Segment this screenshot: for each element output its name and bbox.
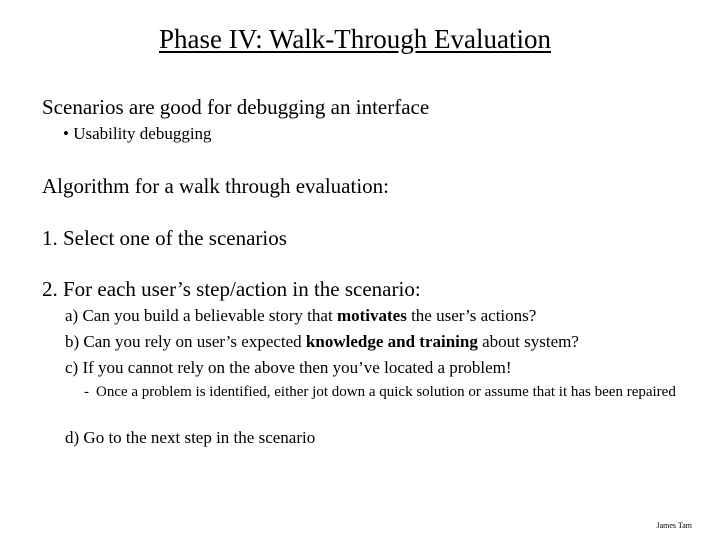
slide-title: Phase IV: Walk-Through Evaluation [159, 24, 551, 54]
sub-step-a-text-2: the user’s actions? [406, 306, 537, 325]
step-2: 2. For each user’s step/action in the scenario: [42, 277, 421, 301]
sub-step-b [65, 332, 579, 352]
heading-scenarios: Scenarios are good for debugging an interface [42, 95, 430, 119]
sub-step-b-text-2: about system? [477, 332, 579, 351]
sub-step-a-bold: motivates [336, 306, 407, 325]
bullet-usability-debugging: • Usability debugging [63, 124, 212, 143]
sub-step-c-note [84, 382, 686, 402]
sub-step-d: d) Go to the next step in the scenario [65, 428, 316, 447]
note-dash: - [84, 384, 89, 400]
footer-author: James Tam [656, 521, 692, 530]
sub-step-a-text-1: a) Can you build a believable story that [65, 306, 337, 325]
heading-algorithm: Algorithm for a walk through evaluation: [42, 174, 390, 198]
sub-step-a [65, 306, 536, 326]
sub-step-c: c) If you cannot rely on the above then you’ve located a problem! [65, 358, 512, 377]
sub-step-b-text-1: b) Can you rely on user’s expected [65, 332, 306, 351]
step-1: 1. Select one of the scenarios [42, 226, 287, 250]
note-text: Once a problem is identified, either jot down a quick solution or assume that it has been repaired [96, 384, 676, 400]
sub-step-b-bold: knowledge and training [305, 332, 478, 351]
